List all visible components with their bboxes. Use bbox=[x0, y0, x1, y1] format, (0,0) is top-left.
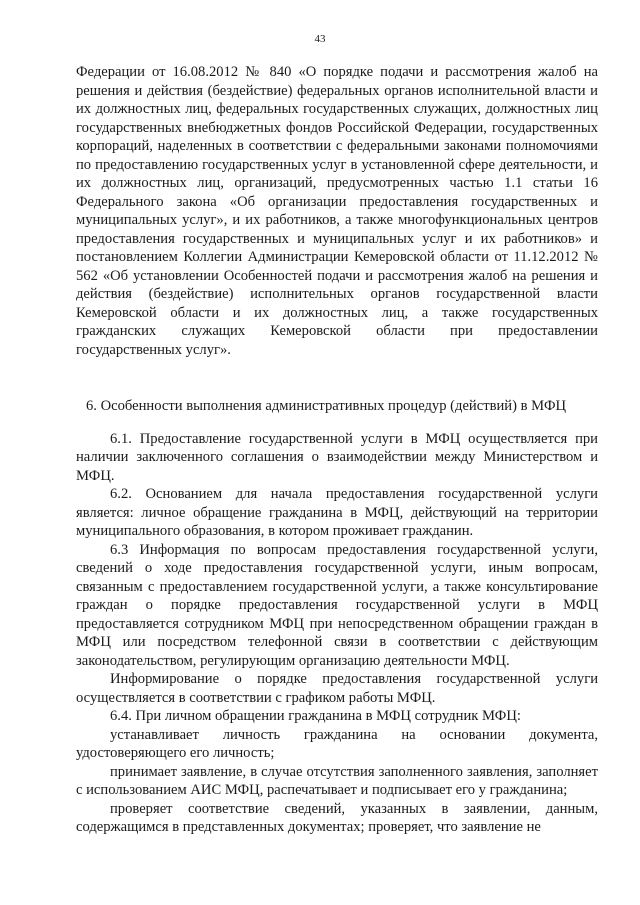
paragraph-identity: устанавливает личность гражданина на основании документа, удостоверяющего его личность; bbox=[76, 726, 598, 761]
page-number: 43 bbox=[314, 33, 326, 45]
paragraph-6-4: 6.4. При личном обращении гражданина в МФЦ сотрудник МФЦ: bbox=[110, 708, 521, 724]
document-body bbox=[76, 63, 598, 837]
paragraph-6-2: 6.2. Основанием для начала предоставления государственной услуги является: личное обращение гражданина в МФЦ, действующий на территории муниципального образования, в котором проживает гражданин. bbox=[76, 486, 598, 539]
paragraph-application: принимает заявление, в случае отсутствия заполненного заявления, заполняет с использованием АИС МФЦ, распечатывает и подписывает его у гражданина; bbox=[76, 763, 598, 798]
section-heading: 6. Особенности выполнения административных процедур (действий) в МФЦ bbox=[86, 398, 567, 414]
paragraph-6-3: 6.3 Информация по вопросам предоставления государственной услуги, сведений о ходе предоставления государственной услуги, иным вопросам, связанным с предоставлением государственной услуги, а также консультирование граждан о порядке предоставления государственной услуги в МФЦ предоставляется сотрудником МФЦ при непосредственном обращении граждан в МФЦ или посредством телефонной связи в соответствии с действующим законодательством, регулирующим организацию деятельности МФЦ. bbox=[76, 541, 598, 669]
paragraph-informing: Информирование о порядке предоставления государственной услуги осуществляется в соответствии с графиком работы МФЦ. bbox=[76, 671, 598, 706]
paragraph-6-1: 6.1. Предоставление государственной услуги в МФЦ осуществляется при наличии заключенного соглашения о взаимодействии между Министерством и МФЦ. bbox=[76, 430, 598, 484]
paragraph-verification: проверяет соответствие сведений, указанных в заявлении, данным, содержащимся в представленных документах; проверяет, что заявление не bbox=[76, 800, 598, 835]
paragraph-continuation: Федерации от 16.08.2012 № 840 «О порядке подачи и рассмотрения жалоб на решения и действия (бездействие) федеральных органов исполнительной власти и их должностных лиц, федеральных государственных служащих, должностных лиц государственных внебюджетных фондов Российской Федерации, государственных корпораций, наделенных в соответствии с федеральными законами полномочиями по предоставлению государственных услуг в установленной сфере деятельности, и их должностных лиц, организаций, предусмотренных частью 1.1 статьи 16 Федерального закона «Об организации предоставления государственных и муниципальных услуг», и их работников, а также многофункциональных центров предоставления государственных и муниципальных услуг и их работников» и постановлением Коллегии Администрации Кемеровской области от 11.12.2012 № 562 «Об установлении Особенностей подачи и рассмотрения жалоб на решения и действия (бездействие) исполнительных органов государственной власти Кемеровской области и их должностных лиц, а также государственных гражданских служащих Кемеровской области при предоставлении государственных услуг». bbox=[76, 64, 598, 358]
